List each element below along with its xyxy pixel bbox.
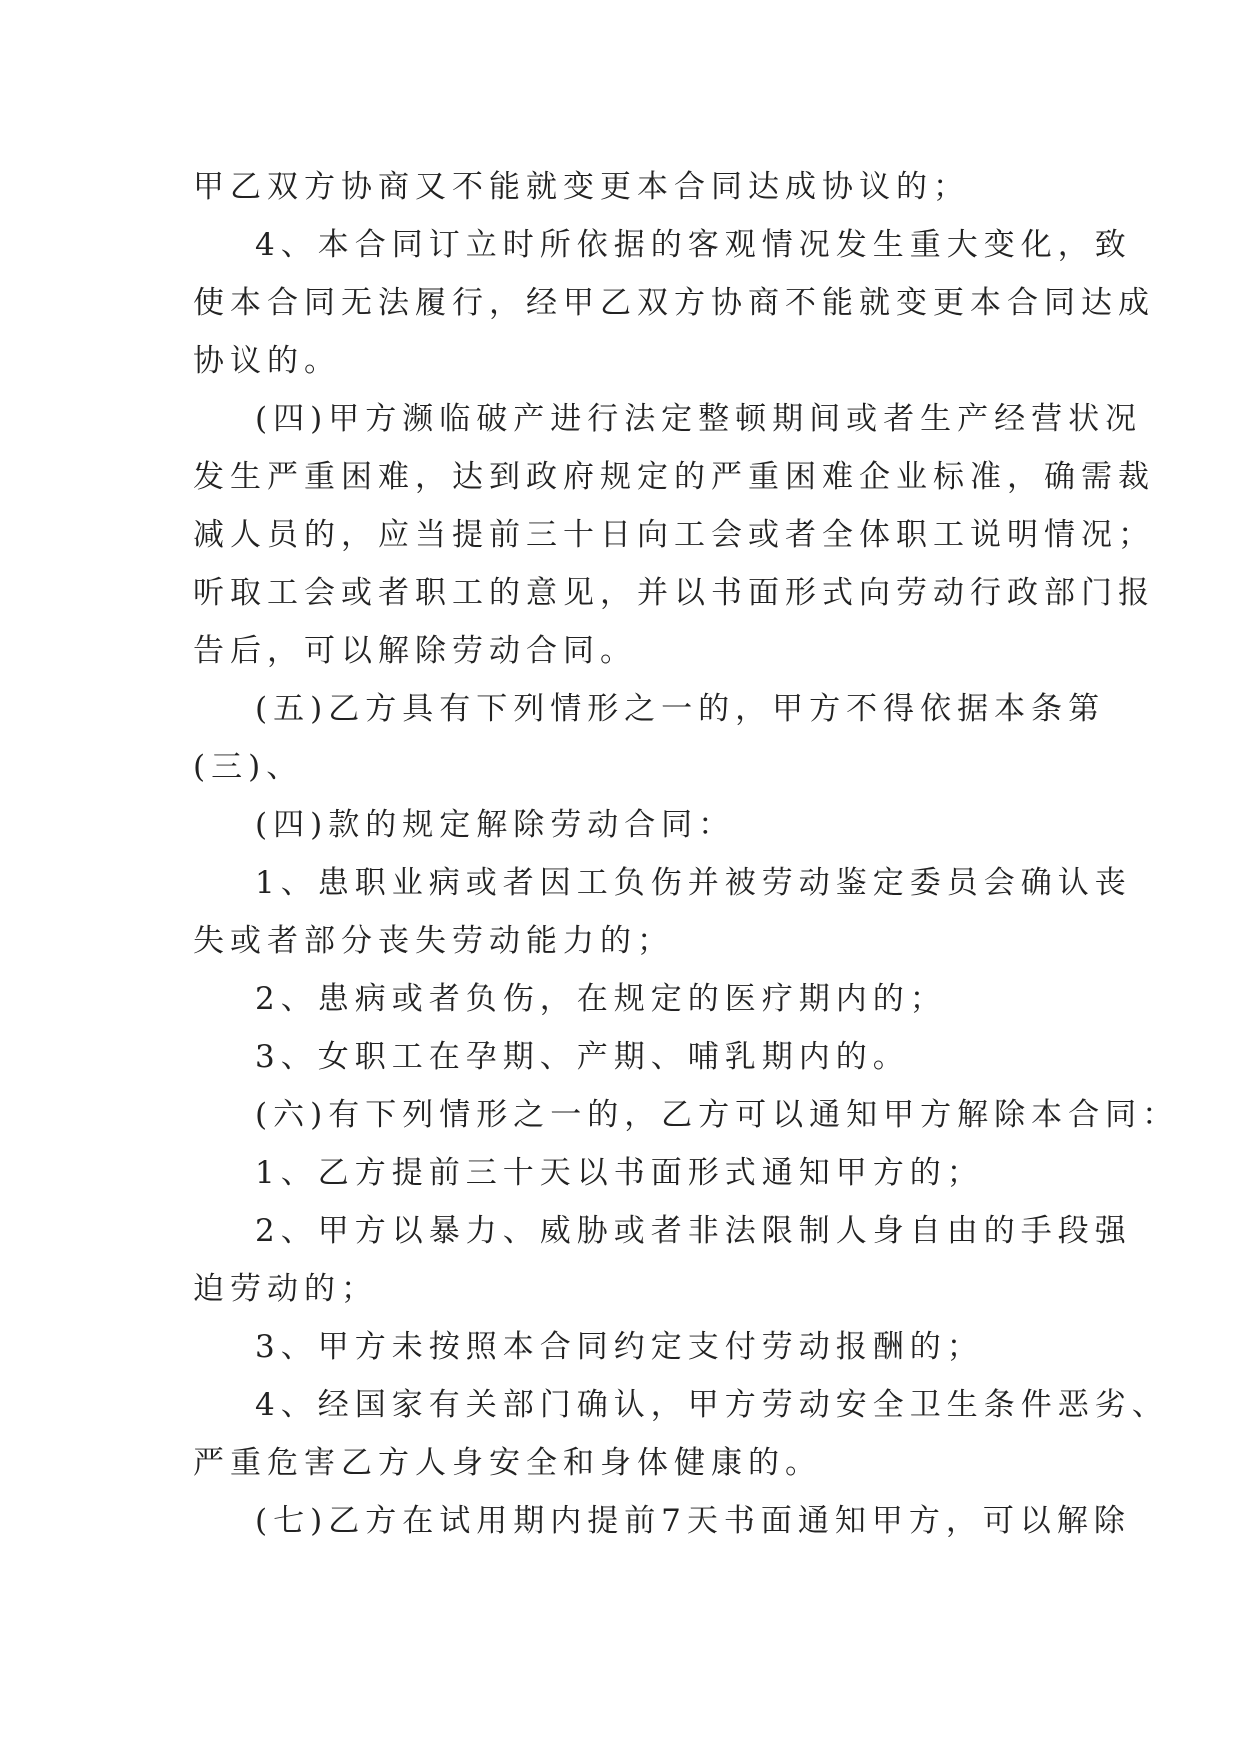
- text-line-19: 2、甲方以暴力、威胁或者非法限制人身自由的手段强: [255, 1213, 1132, 1249]
- text-line-21: 3、甲方未按照本合同约定支付劳动报酬的；: [255, 1329, 984, 1365]
- document-page: [193, 158, 1180, 1550]
- text-line-15: 2、患病或者负伤，在规定的医疗期内的；: [255, 981, 947, 1017]
- text-line-5: (四)甲方濒临破产进行法定整顿期间或者生产经营状况: [255, 401, 1143, 437]
- text-line-2: 4、本合同订立时所依据的客观情况发生重大变化，致: [255, 227, 1132, 263]
- text-line-16: 3、女职工在孕期、产期、哺乳期内的。: [255, 1039, 910, 1075]
- text-line-3: 使本合同无法履行，经甲乙双方协商不能就变更本合同达成: [193, 285, 1155, 321]
- text-line-23: 严重危害乙方人身安全和身体健康的。: [193, 1445, 822, 1481]
- text-line-8: 听取工会或者职工的意见，并以书面形式向劳动行政部门报: [193, 575, 1155, 611]
- text-line-24: (七)乙方在试用期内提前7天书面通知甲方，可以解除: [255, 1503, 1131, 1539]
- text-line-20: 迫劳动的；: [193, 1271, 378, 1307]
- text-line-6: 发生严重困难，达到政府规定的严重困难企业标准，确需裁: [193, 459, 1155, 495]
- text-line-18: 1、乙方提前三十天以书面形式通知甲方的；: [255, 1155, 984, 1191]
- text-line-4: 协议的。: [193, 343, 341, 379]
- text-line-22: 4、经国家有关部门确认，甲方劳动安全卫生条件恶劣、: [255, 1387, 1169, 1423]
- text-line-17: (六)有下列情形之一的，乙方可以通知甲方解除本合同：: [255, 1097, 1180, 1133]
- text-line-9: 告后，可以解除劳动合同。: [193, 633, 637, 669]
- text-line-1: 甲乙双方协商又不能就变更本合同达成协议的；: [193, 169, 970, 205]
- text-line-11: (三)、: [193, 749, 304, 785]
- text-line-12: (四)款的规定解除劳动合同：: [255, 807, 736, 843]
- text-line-14: 失或者部分丧失劳动能力的；: [193, 923, 674, 959]
- text-line-13: 1、患职业病或者因工负伤并被劳动鉴定委员会确认丧: [255, 865, 1132, 901]
- text-line-10: (五)乙方具有下列情形之一的，甲方不得依据本条第: [255, 691, 1106, 727]
- text-line-7: 减人员的，应当提前三十日向工会或者全体职工说明情况；: [193, 517, 1155, 553]
